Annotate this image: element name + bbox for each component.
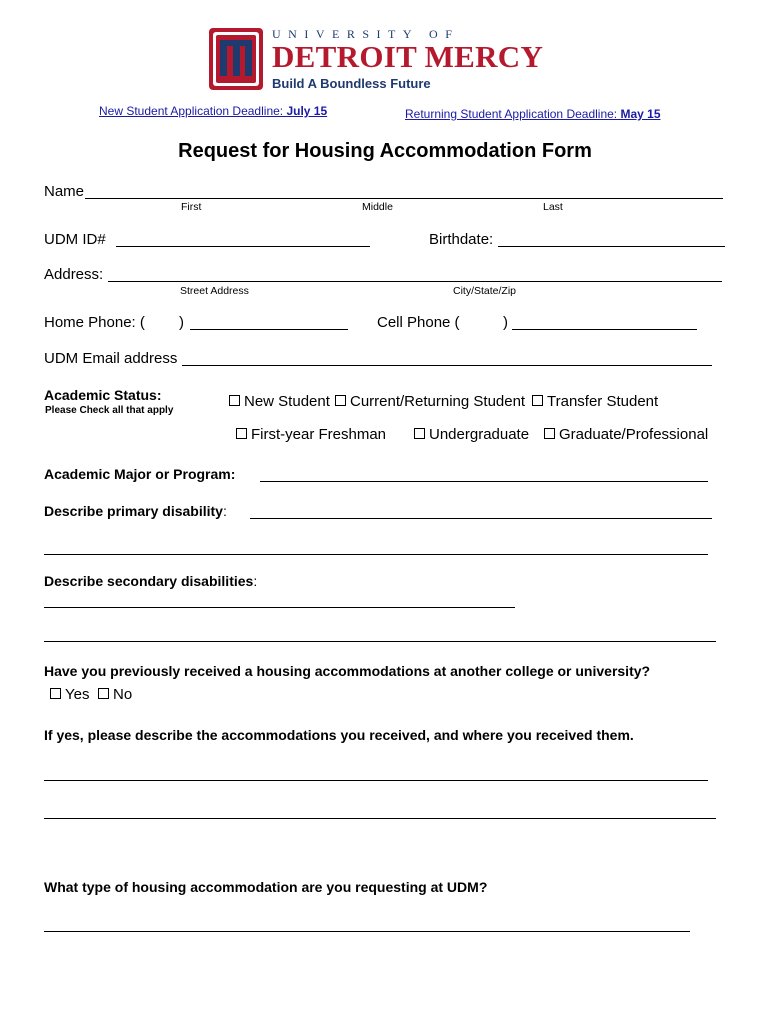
- option-yes-label: Yes: [65, 686, 90, 703]
- option-undergraduate[interactable]: [414, 426, 529, 443]
- option-no[interactable]: [98, 686, 132, 703]
- if-yes-question: If yes, please describe the accommodations you received, and where you received them.: [44, 727, 634, 743]
- option-graduate-label: Graduate/Professional: [559, 426, 709, 443]
- option-graduate[interactable]: [544, 426, 708, 443]
- option-transfer-student-label: Transfer Student: [547, 393, 659, 410]
- secondary-disabilities-label: [44, 573, 257, 589]
- email-input-line[interactable]: [182, 365, 712, 366]
- name-input-line[interactable]: [85, 198, 723, 199]
- option-undergraduate-label: Undergraduate: [429, 426, 530, 443]
- logo-tagline: Build A Boundless Future: [272, 76, 431, 91]
- email-label: UDM Email address: [44, 350, 178, 367]
- option-new-student-label: New Student: [244, 393, 330, 410]
- secondary-disabilities-colon: :: [253, 573, 258, 589]
- option-current-returning[interactable]: [335, 393, 525, 410]
- address-label: Address:: [44, 266, 104, 283]
- name-label: Name: [44, 183, 85, 200]
- option-transfer-student[interactable]: [532, 393, 658, 410]
- address-input-line[interactable]: [108, 281, 722, 282]
- checkbox-transfer-student[interactable]: [532, 395, 543, 406]
- checkbox-current-returning[interactable]: [335, 395, 346, 406]
- checkbox-undergraduate[interactable]: [414, 428, 425, 439]
- new-deadline-date: July 15: [286, 104, 328, 118]
- accommodation-type-question: What type of housing accommodation are you requesting at UDM?: [44, 879, 488, 895]
- primary-disability-colon: :: [222, 503, 227, 519]
- primary-disability-text: Describe primary disability: [44, 503, 223, 519]
- city-state-zip-caption: City/State/Zip: [453, 285, 517, 297]
- major-input-line[interactable]: [260, 481, 708, 482]
- new-student-deadline: [99, 104, 327, 118]
- option-new-student[interactable]: [229, 393, 330, 410]
- udm-id-label: UDM ID#: [44, 231, 106, 248]
- academic-status-note: Please Check all that apply: [45, 405, 174, 416]
- accommodation-type-input-line[interactable]: [44, 931, 690, 932]
- cell-phone-paren: ): [503, 314, 508, 331]
- primary-disability-label: [44, 503, 227, 519]
- secondary-disabilities-text: Describe secondary disabilities: [44, 573, 254, 589]
- first-caption: First: [181, 201, 202, 213]
- home-phone-label: Home Phone: (: [44, 314, 145, 331]
- if-yes-input-line-2[interactable]: [44, 818, 716, 819]
- birthdate-input-line[interactable]: [498, 246, 725, 247]
- university-logo-mark: [209, 28, 263, 90]
- checkbox-new-student[interactable]: [229, 395, 240, 406]
- academic-status-label: Academic Status:: [44, 387, 162, 403]
- option-current-returning-label: Current/Returning Student: [350, 393, 526, 410]
- primary-disability-input-line[interactable]: [250, 518, 712, 519]
- returning-student-deadline: [405, 107, 661, 121]
- checkbox-no[interactable]: [98, 688, 109, 699]
- middle-caption: Middle: [362, 201, 393, 213]
- cell-phone-input-line[interactable]: [512, 329, 697, 330]
- option-first-year[interactable]: [236, 426, 386, 443]
- option-yes[interactable]: [50, 686, 89, 703]
- major-label: Academic Major or Program:: [44, 466, 236, 482]
- previous-accommodation-question: Have you previously received a housing accommodations at another college or university?: [44, 663, 651, 679]
- primary-disability-input-line-2[interactable]: [44, 554, 708, 555]
- secondary-disabilities-input-line[interactable]: [44, 607, 515, 608]
- form-title: Request for Housing Accommodation Form: [178, 140, 592, 162]
- home-phone-input-line[interactable]: [190, 329, 348, 330]
- birthdate-label: Birthdate:: [429, 231, 494, 248]
- secondary-disabilities-input-line-2[interactable]: [44, 641, 716, 642]
- returning-deadline-date: May 15: [620, 107, 661, 121]
- logo-university-of: UNIVERSITY OF: [272, 27, 460, 41]
- checkbox-yes[interactable]: [50, 688, 61, 699]
- cell-phone-label: Cell Phone (: [377, 314, 460, 331]
- new-deadline-label: New Student Application Deadline:: [99, 104, 287, 118]
- logo-detroit-mercy: DETROIT MERCY: [272, 39, 544, 74]
- returning-deadline-label: Returning Student Application Deadline:: [405, 107, 621, 121]
- udm-id-input-line[interactable]: [116, 246, 370, 247]
- if-yes-input-line[interactable]: [44, 780, 708, 781]
- checkbox-graduate[interactable]: [544, 428, 555, 439]
- checkbox-first-year[interactable]: [236, 428, 247, 439]
- option-no-label: No: [113, 686, 133, 703]
- option-first-year-label: First-year Freshman: [251, 426, 387, 443]
- home-phone-paren: ): [179, 314, 184, 331]
- last-caption: Last: [543, 201, 563, 213]
- street-address-caption: Street Address: [180, 285, 249, 297]
